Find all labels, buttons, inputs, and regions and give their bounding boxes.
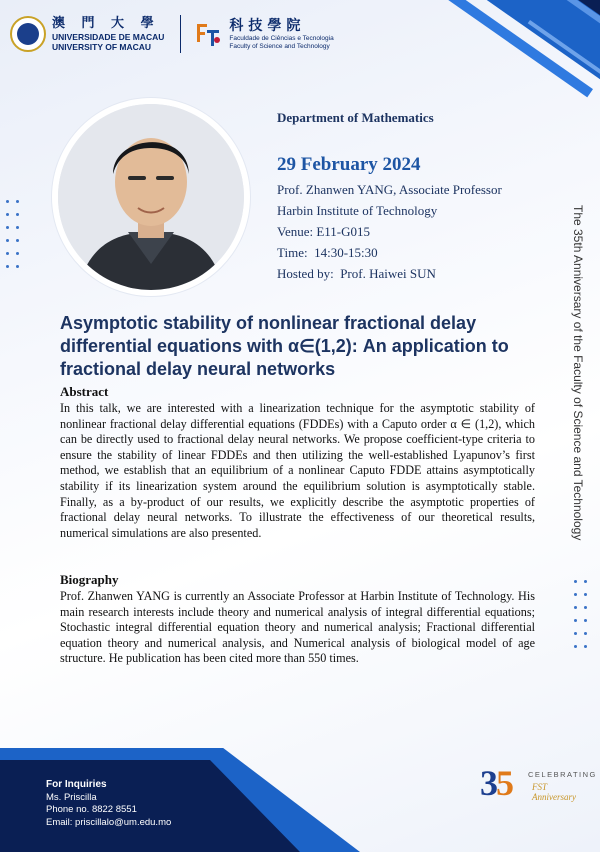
badge-celebrating: CELEBRATING	[528, 770, 597, 779]
logo-divider	[180, 15, 181, 53]
biography-text: Prof. Zhanwen YANG is currently an Associate Professor at Harbin Institute of Technology. His main research interests include theory and numerical analysis of integral differential equations; Stochastic integral differential equation theory and numerical analysis; Fractional differential equation theory and numerical analysis, and Numerical analysis of biological model of age structure. He publication has been cited more than 550 times.	[60, 589, 535, 666]
anniversary-number	[480, 762, 512, 804]
abstract-text: In this talk, we are interested with a linearization technique for the asymptotic stability of nonlinear fractional delay differential equations (FDDEs) with a Caputo order α ∈ (1,2), which can be directly used to fractional delay neural networks. We propose coefficient-type criteria to ensure the stability of linear FDDEs and then utilizing the well-established Lyapunov’s first method, we establish that an equilibrium of a nonlinear Caputo FDDE attains asymptotically stability if its linearization system around the equilibrium solution is asymptotically stable. Finally, as a by-product of our results, we explicitly describe the asymptotic properties of fractional delay neural networks. To illustrate the effectiveness of our theoretical results, numerical simulations are also presented.	[60, 401, 535, 540]
event-venue: Venue: E11-G015	[277, 224, 371, 239]
inquiries-block	[46, 779, 171, 829]
inquiries-contact-name: Ms. Priscilla	[46, 791, 97, 803]
um-name-english: UNIVERSITY OF MACAU	[52, 42, 152, 52]
anniversary-badge	[480, 762, 597, 808]
speaker-photo	[58, 104, 244, 290]
fst-logo-icon	[195, 20, 223, 48]
badge-anniversary: FST Anniversary	[532, 782, 576, 802]
university-seal-icon	[10, 16, 46, 52]
badge-digit-five: 5	[496, 763, 512, 803]
event-date: 29 February 2024	[277, 154, 421, 175]
speaker-photo-frame	[52, 98, 250, 296]
inquiries-email[interactable]: Email: priscillalo@um.edu.mo	[46, 816, 172, 828]
speaker-institution: Harbin Institute of Technology	[277, 203, 438, 218]
talk-title: Asymptotic stability of nonlinear fractional delay differential equations with α∈(1,2): An application to fractional delay neural networks	[60, 313, 509, 379]
department-name: Department of Mathematics	[277, 110, 434, 125]
department-heading	[277, 110, 434, 126]
biography-heading: Biography	[60, 572, 119, 587]
fst-name-english: Faculty of Science and Technology	[229, 42, 330, 50]
speaker-name: Prof. Zhanwen YANG, Associate Professor	[277, 182, 502, 197]
um-name-chinese: 澳 門 大 學	[52, 16, 160, 31]
inquiries-heading: For Inquiries	[46, 779, 107, 790]
inquiries-phone: Phone no. 8822 8551	[46, 804, 137, 815]
abstract-heading: Abstract	[60, 384, 109, 399]
event-time: Time: 14:30-15:30	[277, 245, 378, 260]
anniversary-vertical-label: The 35th Anniversary of the Faculty of Science and Technology	[571, 205, 585, 541]
fst-name-portuguese: Faculdade de Ciências e Tecnologia	[229, 34, 334, 42]
um-name-portuguese: UNIVERSIDADE DE MACAU	[52, 32, 165, 42]
fst-logo-text	[229, 18, 333, 51]
badge-digit-three: 3	[480, 763, 496, 803]
um-logo-text	[52, 16, 164, 52]
header-logos	[10, 12, 334, 56]
fst-name-chinese: 科技學院	[229, 17, 306, 34]
event-host: Hosted by: Prof. Haiwei SUN	[277, 266, 436, 281]
anniversary-vertical-text	[571, 205, 585, 541]
